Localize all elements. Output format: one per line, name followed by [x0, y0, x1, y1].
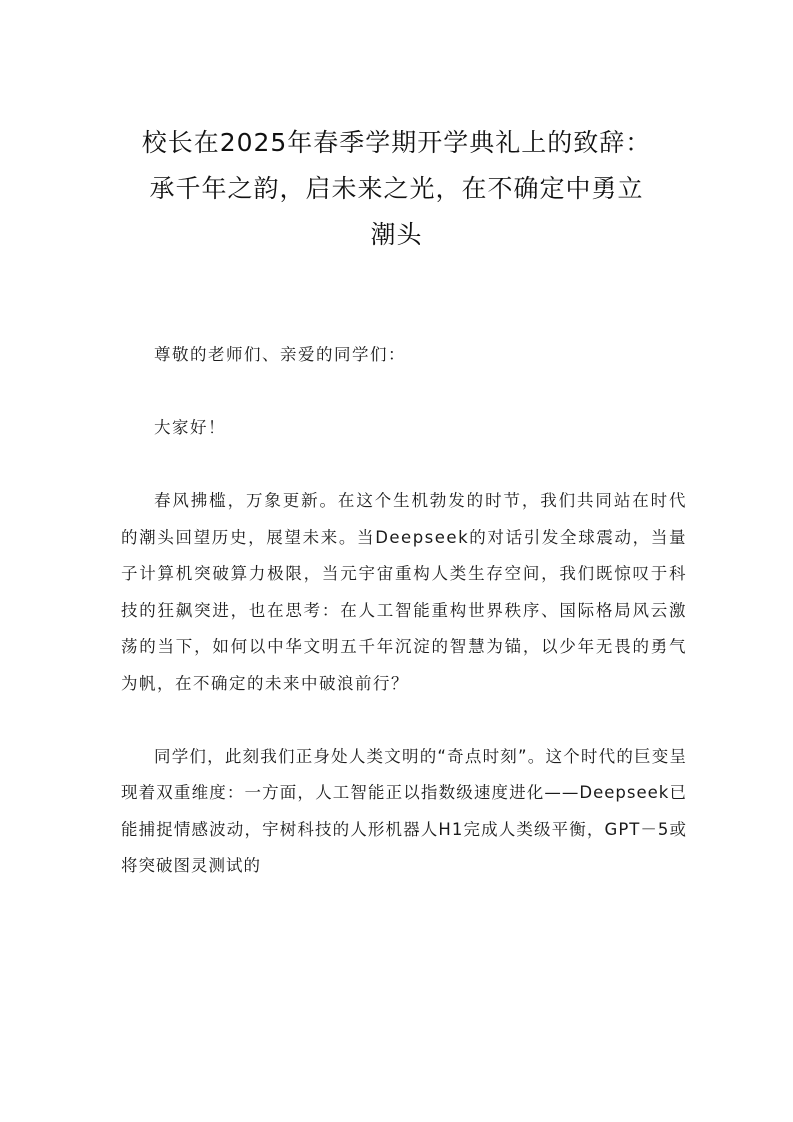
paragraph-2: 同学们，此刻我们正身处人类文明的“奇点时刻”。这个时代的巨变呈现着双重维度：一方面，人工智能正以指数级速度进化——Deepseek已能捕捉情感波动，宇树科技的人形机器人H1完成人类级平衡，GPT－5或将突破图灵测试的	[121, 746, 687, 875]
paragraph-1: 春风拂槛，万象更新。在这个生机勃发的时节，我们共同站在时代的潮头回望历史，展望未来。当Deepseek的对话引发全球震动，当量子计算机突破算力极限，当元宇宙重构人类生存空间，我们既惊叹于科技的狂飙突进，也在思考：在人工智能重构世界秩序、国际格局风云激荡的当下，如何以中华文明五千年沉淀的智慧为锚，以少年无畏的勇气为帆，在不确定的未来中破浪前行？	[121, 491, 687, 693]
document-body	[121, 337, 687, 921]
title-line-3: 潮头	[370, 220, 423, 249]
greeting: 大家好！	[154, 418, 226, 437]
salutation: 尊敬的老师们、亲爱的同学们：	[154, 345, 406, 364]
title-line-1: 校长在2025年春季学期开学典礼上的致辞：	[141, 128, 652, 157]
title-line-2: 承千年之韵，启未来之光，在不确定中勇立	[149, 174, 644, 203]
document-title	[100, 120, 693, 258]
